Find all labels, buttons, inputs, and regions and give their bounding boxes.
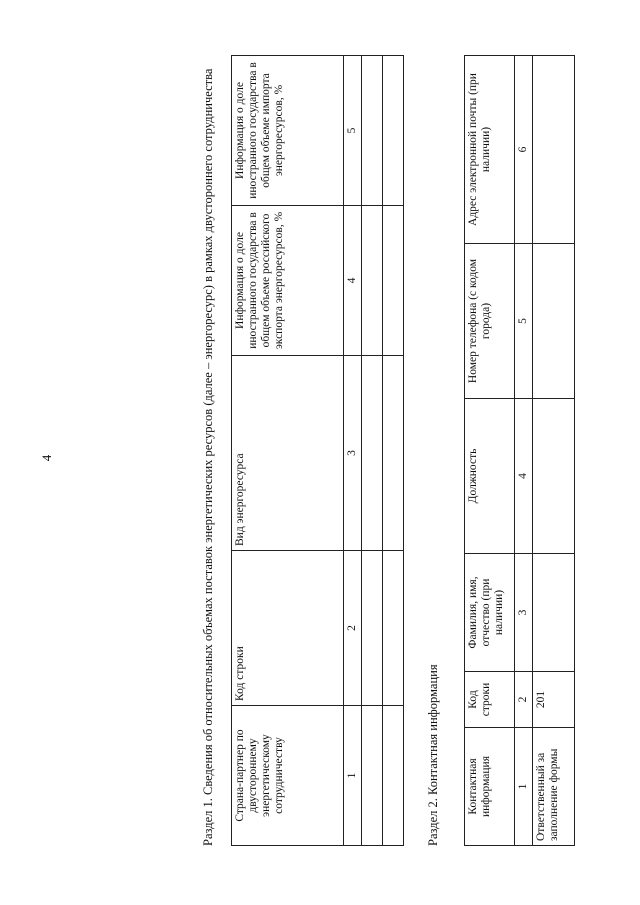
s1-cell[interactable] bbox=[362, 356, 383, 551]
s1-cell[interactable] bbox=[383, 551, 404, 706]
s2-colnum-3: 3 bbox=[515, 554, 533, 672]
s1-colnum-3: 3 bbox=[344, 356, 362, 551]
s2-header-email: Адрес электронной почты (при наличии) bbox=[465, 56, 515, 244]
s2-colnum-4: 4 bbox=[515, 399, 533, 554]
s2-header-phone: Номер телефона (с кодом города) bbox=[465, 244, 515, 399]
s1-colnum-4: 4 bbox=[344, 206, 362, 356]
section1-title: Раздел 1. Сведения об относительных объемах поставок энергетических ресурсов (далее – энергоресурс) в рамках двустороннего сотрудничества bbox=[201, 68, 215, 846]
s2-colnum-1: 1 bbox=[515, 728, 533, 846]
s2-row-label: Ответственный за заполнение формы bbox=[533, 728, 575, 846]
s2-cell[interactable] bbox=[533, 399, 575, 554]
s2-header-code: Код строки bbox=[465, 672, 515, 728]
s2-cell[interactable] bbox=[533, 554, 575, 672]
s1-header-resource: Вид энергоресурса bbox=[232, 356, 344, 551]
s1-colnum-1: 1 bbox=[344, 706, 362, 846]
s2-header-fullname: Фамилия, имя, отчество (при наличии) bbox=[465, 554, 515, 672]
s1-cell[interactable] bbox=[362, 56, 383, 206]
s1-cell[interactable] bbox=[362, 706, 383, 846]
s2-colnum-5: 5 bbox=[515, 244, 533, 399]
s1-cell[interactable] bbox=[362, 551, 383, 706]
s2-header-contact: Контактная информация bbox=[465, 728, 515, 846]
s2-cell[interactable] bbox=[533, 56, 575, 244]
s1-header-export-share: Информация о доле иностранного государства в общем объеме российского экспорта энергоресурсов, % bbox=[232, 206, 344, 356]
page-number: 4 bbox=[39, 454, 54, 462]
s2-header-position: Должность bbox=[465, 399, 515, 554]
s1-cell[interactable] bbox=[383, 56, 404, 206]
s1-cell[interactable] bbox=[362, 206, 383, 356]
s1-header-country: Страна-партнер по двустороннему энергетическому сотрудничеству bbox=[232, 706, 344, 846]
s1-header-import-share: Информация о доле иностранного государства в общем объеме импорта энергоресурсов, % bbox=[232, 56, 344, 206]
s2-colnum-6: 6 bbox=[515, 56, 533, 244]
s1-cell[interactable] bbox=[383, 356, 404, 551]
section1-table bbox=[231, 55, 404, 846]
section2-table bbox=[464, 55, 575, 846]
s1-colnum-2: 2 bbox=[344, 551, 362, 706]
s1-header-code: Код строки bbox=[232, 551, 344, 706]
section2-title: Раздел 2. Контактная информация bbox=[426, 664, 440, 846]
s1-cell[interactable] bbox=[383, 706, 404, 846]
s2-colnum-2: 2 bbox=[515, 672, 533, 728]
s1-cell[interactable] bbox=[383, 206, 404, 356]
s2-cell[interactable] bbox=[533, 244, 575, 399]
s2-row-code: 201 bbox=[533, 672, 575, 728]
rotated-content bbox=[200, 52, 640, 852]
s1-colnum-5: 5 bbox=[344, 56, 362, 206]
